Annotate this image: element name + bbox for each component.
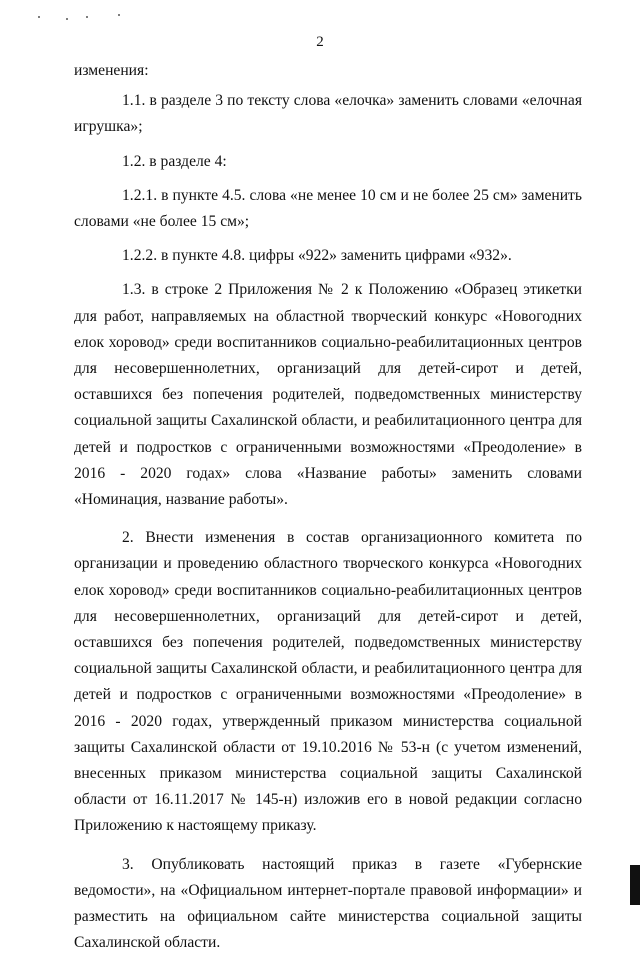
scan-speck [118,14,120,16]
paragraph-continuation: изменения: [74,62,149,79]
page-number: 2 [316,34,324,50]
paragraph-3: 3. Опубликовать настоящий приказ в газете «Губернские ведомости», на «Официальном интернет-портале правовой информации» и разместить на официальном сайте министерства социальной защиты Сахалинской области. [74,855,582,952]
scan-speck [38,16,40,18]
paragraph-1-1: 1.1. в разделе 3 по тексту слова «елочка» заменить словами «елочная игрушка»; [74,92,582,136]
paragraph-1-2: 1.2. в разделе 4: [122,152,227,170]
paragraph-1-2-1: 1.2.1. в пункте 4.5. слова «не менее 10 см и не более 25 см» заменить словами «не более 15 см»; [74,186,582,231]
paragraph-1-3: 1.3. в строке 2 Приложения № 2 к Положению «Образец этикетки для работ, направляемых на областной творческий конкурс «Новогодних елок хоровод» среди воспитанников социально-реабилитационных центров для несовершеннолетних, организаций для детей-сирот и детей, оставшихся без попечения родителей, подведомственных министерству социальной защиты Сахалинской области, и реабилитационного центра для детей и подростков с ограниченными возможностями «Преодоление» в 2016 - 2020 годах» слова «Название работы» заменить словами «Номинация, название работы». [74,281,582,509]
scan-speck [86,16,88,18]
document-body [74,58,582,957]
scan-edge-mark [630,865,640,905]
paragraph-1-2-2: 1.2.2. в пункте 4.8. цифры «922» заменить цифрами «932». [122,247,512,265]
scan-speck [66,18,68,20]
paragraph-2: 2. Внести изменения в состав организационного комитета по организации и проведению областного творческого конкурса «Новогодних елок хоровод» среди воспитанников социально-реабилитационных центров для несовершеннолетних, организаций для детей-сирот и детей, оставшихся без попечения родителей, подведомственных министерству социальной защиты Сахалинской области, и реабилитационного центра для детей и подростков с ограниченными возможностями «Преодоление» в 2016 - 2020 годах, утвержденный приказом министерства социальной защиты Сахалинской области от 19.10.2016 № 53-н (с учетом изменений, внесенных приказом министерства социальной защиты Сахалинской области от 16.11.2017 № 145-н) изложив его в новой редакции согласно Приложению к настоящему приказу. [74,529,582,835]
